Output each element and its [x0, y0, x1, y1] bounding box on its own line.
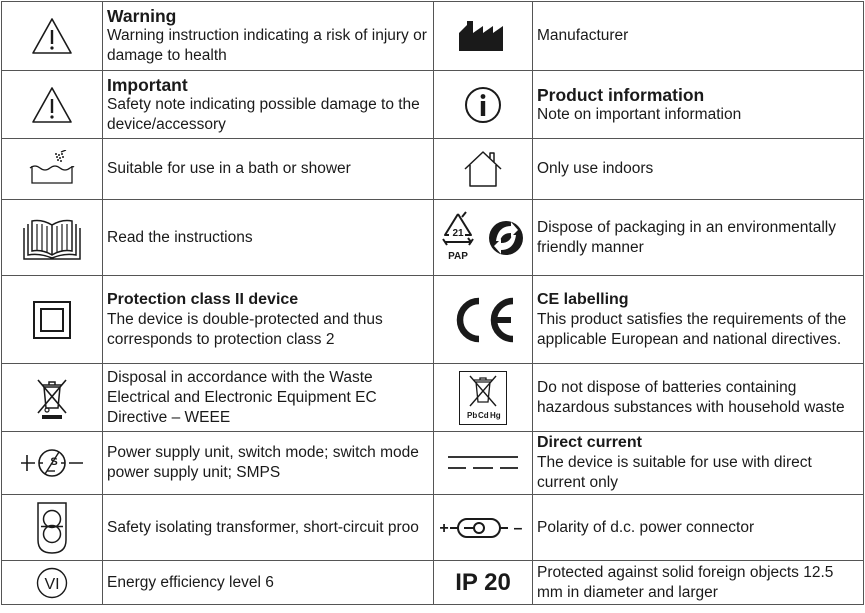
bath-shower-icon	[2, 139, 103, 200]
polarity-icon	[434, 495, 533, 561]
table-row	[2, 276, 864, 364]
symbol-title: Protection class II device	[107, 290, 299, 308]
info-circle-icon	[434, 71, 533, 139]
symbol-description	[533, 276, 864, 364]
efficiency-vi-icon	[2, 561, 103, 605]
symbol-description	[103, 364, 434, 432]
symbol-text: Do not dispose of batteries containing hazardous substances with household waste	[537, 378, 845, 416]
symbol-text: Protected against solid foreign objects 12.5 mm in diameter and larger	[537, 563, 834, 601]
battery-mercury-label: Hg	[490, 410, 501, 420]
polarity-minus-label: –	[513, 519, 523, 537]
symbol-description	[533, 432, 864, 495]
symbol-text: Warning instruction indicating a risk of injury or damage to health	[107, 27, 427, 64]
symbol-title: Direct current	[537, 434, 642, 451]
recycle-number-label: 21	[452, 227, 464, 239]
battery-cadmium-label: Cd	[478, 410, 489, 420]
table-row	[2, 364, 864, 432]
symbol-text: Suitable for use in a bath or shower	[107, 160, 351, 177]
factory-icon	[434, 2, 533, 71]
symbol-description	[533, 139, 864, 200]
symbol-table	[1, 1, 864, 605]
symbol-description	[103, 276, 434, 364]
direct-current-icon	[434, 432, 533, 495]
table-row	[2, 200, 864, 276]
polarity-plus-label: +	[439, 519, 449, 537]
crossed-bin-icon	[2, 364, 103, 432]
symbol-description	[533, 561, 864, 605]
recycle-material-label: PAP	[448, 250, 468, 262]
table-row	[2, 561, 864, 605]
symbol-text: Safety note indicating possible damage to the device/accessory	[107, 95, 420, 133]
symbol-title: Warning	[107, 6, 177, 26]
symbol-title: CE labelling	[537, 290, 629, 308]
recycle-pap-21-icon	[434, 200, 533, 276]
symbol-description	[103, 71, 434, 139]
symbol-text: This product satisfies the requirements of the applicable European and national directives.	[537, 310, 847, 348]
table-row	[2, 71, 864, 139]
symbol-description	[533, 364, 864, 432]
table-row	[2, 495, 864, 561]
battery-lead-label: Pb	[467, 410, 478, 420]
table-row	[2, 432, 864, 495]
smps-icon	[2, 432, 103, 495]
symbol-text: The device is double-protected and thus corresponds to protection class 2	[107, 310, 383, 348]
symbol-text: The device is suitable for use with direct current only	[537, 454, 812, 491]
symbol-text: Polarity of d.c. power connector	[537, 518, 755, 536]
symbol-text: Energy efficiency level 6	[107, 573, 274, 591]
symbol-text: Power supply unit, switch mode; switch mode power supply unit; SMPS	[107, 444, 419, 481]
symbol-text: Safety isolating transformer, short-circuit proo	[107, 518, 419, 536]
symbol-text: Note on important information	[537, 105, 742, 123]
symbol-text: Dispose of packaging in an environmentally friendly manner	[537, 218, 836, 256]
table-row	[2, 2, 864, 71]
symbol-text: Only use indoors	[537, 160, 654, 177]
symbol-description	[533, 2, 864, 71]
symbol-description	[103, 2, 434, 71]
open-book-icon	[2, 200, 103, 276]
warning-triangle-icon	[2, 71, 103, 139]
double-square-icon	[2, 276, 103, 364]
house-icon	[434, 139, 533, 200]
isolating-transformer-icon	[2, 495, 103, 561]
symbol-description	[103, 200, 434, 276]
efficiency-level-label: VI	[44, 575, 60, 593]
symbol-description	[533, 495, 864, 561]
symbol-text: Manufacturer	[537, 27, 629, 44]
symbol-title: Important	[107, 74, 188, 95]
warning-triangle-icon	[2, 2, 103, 71]
table-row	[2, 139, 864, 200]
ip-rating-text: IP 20	[455, 568, 511, 596]
symbol-description	[103, 495, 434, 561]
smps-s-label: S	[50, 456, 58, 468]
symbol-text: Read the instructions	[107, 228, 253, 246]
ce-mark-icon	[434, 276, 533, 364]
symbol-title: Product information	[537, 84, 705, 105]
crossed-bin-battery-icon	[434, 364, 533, 432]
symbol-text: Disposal in accordance with the Waste Electrical and Electronic Equipment EC Directive – WEEE	[107, 368, 377, 426]
symbol-description	[103, 139, 434, 200]
ip20-label	[434, 561, 533, 605]
symbol-description	[103, 432, 434, 495]
symbol-description	[533, 200, 864, 276]
symbol-description	[533, 71, 864, 139]
symbol-description	[103, 561, 434, 605]
